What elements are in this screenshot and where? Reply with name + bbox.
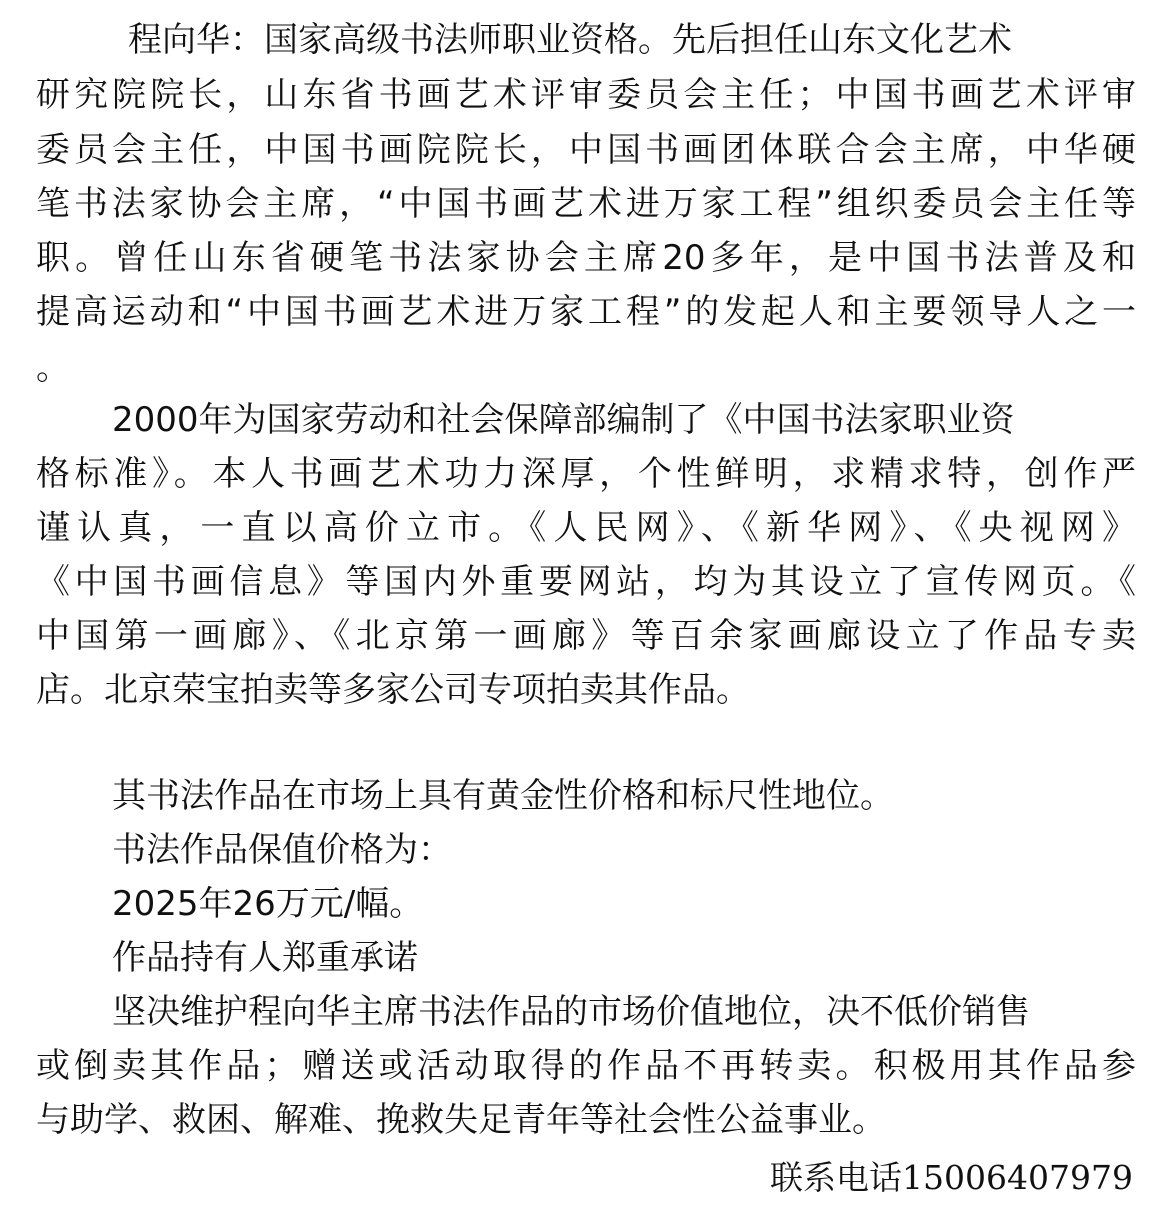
paragraph1-line-4: 笔书法家协会主席，“中国书画艺术进万家工程”组织委员会主任等 <box>36 184 1136 224</box>
paragraph3-line-1: 坚决维护程向华主席书法作品的市场价值地位，决不低价销售 <box>112 992 1030 1032</box>
paragraph2-line-1: 2000年为国家劳动和社会保障部编制了《中国书法家职业资 <box>112 400 1015 440</box>
paragraph2-line-3: 谨认真，一直以高价立市。《人民网》、《新华网》、《央视网》 <box>36 508 1136 548</box>
statement-holder-promise: 作品持有人郑重承诺 <box>112 938 418 978</box>
paragraph2-line-6: 店。北京荣宝拍卖等多家公司专项拍卖其作品。 <box>36 670 750 710</box>
paragraph2-line-5: 中国第一画廊》、《北京第一画廊》等百余家画廊设立了作品专卖 <box>36 616 1136 656</box>
paragraph1-line-7: 。 <box>36 348 70 388</box>
paragraph2-line-4: 《中国书画信息》等国内外重要网站，均为其设立了宣传网页。《 <box>36 562 1136 602</box>
paragraph3-line-3: 与助学、救困、解难、挽救失足青年等社会性公益事业。 <box>36 1100 886 1140</box>
contact-phone: 联系电话15006407979 <box>770 1158 1133 1197</box>
paragraph1-line-6: 提高运动和“中国书画艺术进万家工程”的发起人和主要领导人之一 <box>36 292 1136 332</box>
statement-price-value: 2025年26万元/幅。 <box>112 884 424 924</box>
paragraph1-line-5: 职。曾任山东省硬笔书法家协会主席20多年，是中国书法普及和 <box>36 238 1136 278</box>
paragraph1-line-2: 研究院院长，山东省书画艺术评审委员会主任；中国书画艺术评审 <box>36 75 1136 115</box>
paragraph2-line-2: 格标准》。本人书画艺术功力深厚，个性鲜明，求精求特，创作严 <box>36 454 1136 494</box>
paragraph1-line-1: 程向华：国家高级书法师职业资格。先后担任山东文化艺术 <box>128 20 1012 60</box>
statement-market-position: 其书法作品在市场上具有黄金性价格和标尺性地位。 <box>112 776 894 816</box>
statement-price-label: 书法作品保值价格为： <box>112 830 452 870</box>
paragraph1-line-3: 委员会主任，中国书画院院长，中国书画团体联合会主席，中华硬 <box>36 130 1136 170</box>
paragraph3-line-2: 或倒卖其作品；赠送或活动取得的作品不再转卖。积极用其作品参 <box>36 1046 1136 1086</box>
